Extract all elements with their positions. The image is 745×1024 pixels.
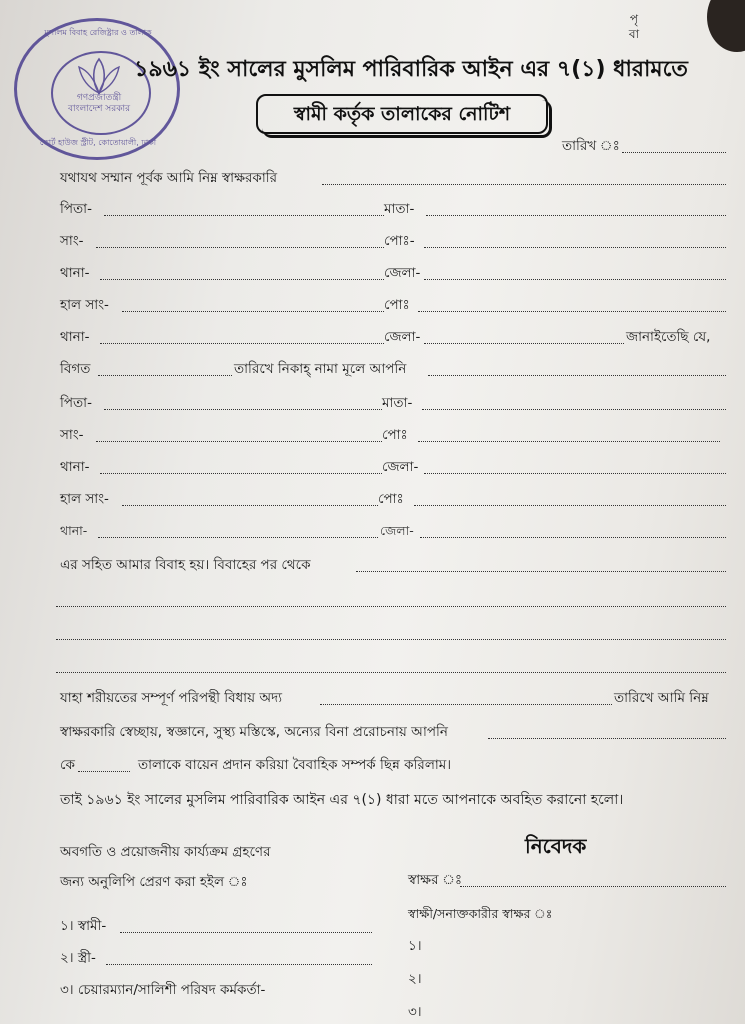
p1-post-label: পোঃ-: [384, 233, 415, 249]
wife-name-field-2[interactable]: [488, 738, 726, 739]
p1-cur-village-label: হাল সাং-: [60, 297, 109, 313]
p2-village-label: সাং-: [60, 427, 84, 443]
witness-label: স্বাক্ষী/সনাক্তকারীর স্বাক্ষর ঃ: [408, 906, 553, 921]
wife-ref-field[interactable]: [78, 771, 130, 772]
signer-name-field[interactable]: [322, 184, 726, 185]
p1-cur-post-label: পোঃ: [384, 297, 410, 313]
intro-text: যথাযথ সম্মান পূর্বক আমি নিম্ন স্বাক্ষরকারি: [60, 170, 278, 186]
signature-field[interactable]: [460, 886, 726, 887]
copy-line-1: অবগতি ও প্রয়োজনীয় কার্য্যক্রম গ্রহণের: [60, 844, 271, 860]
marriage-text: এর সহিত আমার বিবাহ হয়। বিবাহের পর থেকে: [60, 557, 311, 573]
p2-cur-post-field[interactable]: [414, 505, 726, 506]
p2-cur-thana-label: থানা-: [60, 523, 88, 538]
p1-district-label: জেলা-: [384, 265, 421, 281]
stamp-ring-bottom-text: কোর্ট হাউজ স্ট্রীট, কোতোয়ালী, ঢাকা: [39, 138, 157, 147]
p2-cur-district-field[interactable]: [420, 537, 726, 538]
divorce-date-field[interactable]: [320, 704, 612, 705]
marriage-reason-field-1[interactable]: [356, 571, 726, 572]
p1-cur-thana-field[interactable]: [100, 343, 384, 344]
corner-marks: [626, 12, 642, 42]
wife-name-field[interactable]: [428, 375, 726, 376]
p1-cur-district-field[interactable]: [424, 343, 624, 344]
divorce-text: তালাকে বায়েন প্রদান করিয়া বৈবাহিক সম্পর্ক ছিন্ন করিলাম।: [138, 757, 452, 773]
p1-thana-field[interactable]: [100, 279, 384, 280]
p2-father-field[interactable]: [104, 409, 382, 410]
p1-cur-district-label: জেলা-: [384, 329, 421, 345]
p1-cur-post-field[interactable]: [418, 311, 726, 312]
nikah-date-field[interactable]: [98, 375, 232, 376]
p2-thana-field[interactable]: [100, 473, 382, 474]
witness-3-label: ৩।: [408, 1004, 422, 1020]
nikah-text: তারিখে নিকাহ্ নামা মূলে আপনি: [234, 361, 407, 377]
p1-mother-label: মাতা-: [384, 201, 415, 217]
p2-father-label: পিতা-: [60, 395, 92, 411]
marriage-reason-field-2[interactable]: [56, 606, 726, 607]
p1-father-field[interactable]: [104, 215, 384, 216]
date-label: তারিখ ঃ: [562, 138, 620, 154]
notice-title: ১৯৬১ ইং সালের মুসলিম পারিবারিক আইন এর ৭(১) ধারামতে: [134, 57, 688, 82]
p2-cur-thana-field[interactable]: [98, 537, 378, 538]
copy-wife-label: ২। স্ত্রী-: [60, 950, 96, 966]
p2-cur-village-label: হাল সাং-: [60, 491, 109, 507]
page-corner-shadow: [707, 0, 745, 52]
stamp-ring-top-text: মুসলিম বিবাহ রেজিষ্ট্রার ও তালাক: [44, 28, 152, 37]
signer-declaration: স্বাক্ষরকারি স্বেচ্ছায়, স্বজ্ঞানে, সুস্থ্য মস্তিস্কে, অন্যের বিনা প্ররোচনায় আপনি: [60, 724, 448, 740]
past-label: বিগত: [60, 361, 91, 377]
inform-text: জানাইতেছি যে,: [626, 329, 711, 345]
corner-mark-2: বা: [628, 27, 640, 41]
p1-cur-village-field[interactable]: [122, 311, 384, 312]
applicant-heading: নিবেদক: [525, 834, 587, 858]
p1-village-label: সাং-: [60, 233, 84, 249]
p1-cur-thana-label: থানা-: [60, 329, 90, 345]
copy-line-2: জন্য অনুলিপি প্রেরণ করা হইল ঃ: [60, 874, 248, 890]
copy-husband-label: ১। স্বামী-: [60, 918, 107, 934]
witness-1-label: ১।: [408, 938, 422, 954]
p2-village-field[interactable]: [96, 441, 382, 442]
sharia-end-text: তারিখে আমি নিম্ন: [614, 690, 709, 706]
date-field[interactable]: [622, 152, 726, 153]
witness-2-label: ২।: [408, 971, 422, 987]
p2-cur-post-label: পোঃ: [378, 491, 404, 507]
p2-district-label: জেলা-: [382, 459, 419, 475]
p2-post-field[interactable]: [418, 441, 720, 442]
p1-village-field[interactable]: [96, 247, 384, 248]
copy-wife-field[interactable]: [106, 964, 372, 965]
p2-mother-field[interactable]: [422, 409, 726, 410]
corner-mark-1: পৃ: [629, 12, 639, 26]
p1-mother-field[interactable]: [426, 215, 726, 216]
copy-chairman-label: ৩। চেয়ারম্যান/সালিশী পরিষদ কর্মকর্তা-: [60, 982, 266, 998]
stamp-center-text: গণপ্রজাতন্ত্রী বাংলাদেশ সরকার: [67, 93, 131, 114]
p2-cur-village-field[interactable]: [122, 505, 378, 506]
signature-label: স্বাক্ষর ঃ: [408, 872, 463, 888]
registrar-stamp: [14, 18, 180, 160]
p2-post-label: পোঃ: [382, 427, 408, 443]
notice-subtitle: স্বামী কর্তৃক তালাকের নোটিশ: [293, 103, 511, 125]
copy-husband-field[interactable]: [120, 932, 372, 933]
p2-cur-district-label: জেলা-: [380, 523, 414, 538]
p2-mother-label: মাতা-: [382, 395, 413, 411]
ke-label: কে: [60, 757, 75, 773]
sharia-text: যাহা শরীয়তের সম্পূর্ণ পরিপন্থী বিধায় অদ্য: [60, 690, 283, 706]
p2-district-field[interactable]: [424, 473, 726, 474]
p1-post-field[interactable]: [424, 247, 726, 248]
marriage-reason-field-3[interactable]: [56, 639, 726, 640]
p1-father-label: পিতা-: [60, 201, 92, 217]
marriage-reason-field-4[interactable]: [56, 672, 726, 673]
p2-thana-label: থানা-: [60, 459, 90, 475]
p1-district-field[interactable]: [424, 279, 726, 280]
p1-thana-label: থানা-: [60, 265, 90, 281]
notice-text: তাই ১৯৬১ ইং সালের মুসলিম পারিবারিক আইন এর ৭(১) ধারা মতে আপনাকে অবহিত করানো হলো।: [60, 792, 624, 808]
